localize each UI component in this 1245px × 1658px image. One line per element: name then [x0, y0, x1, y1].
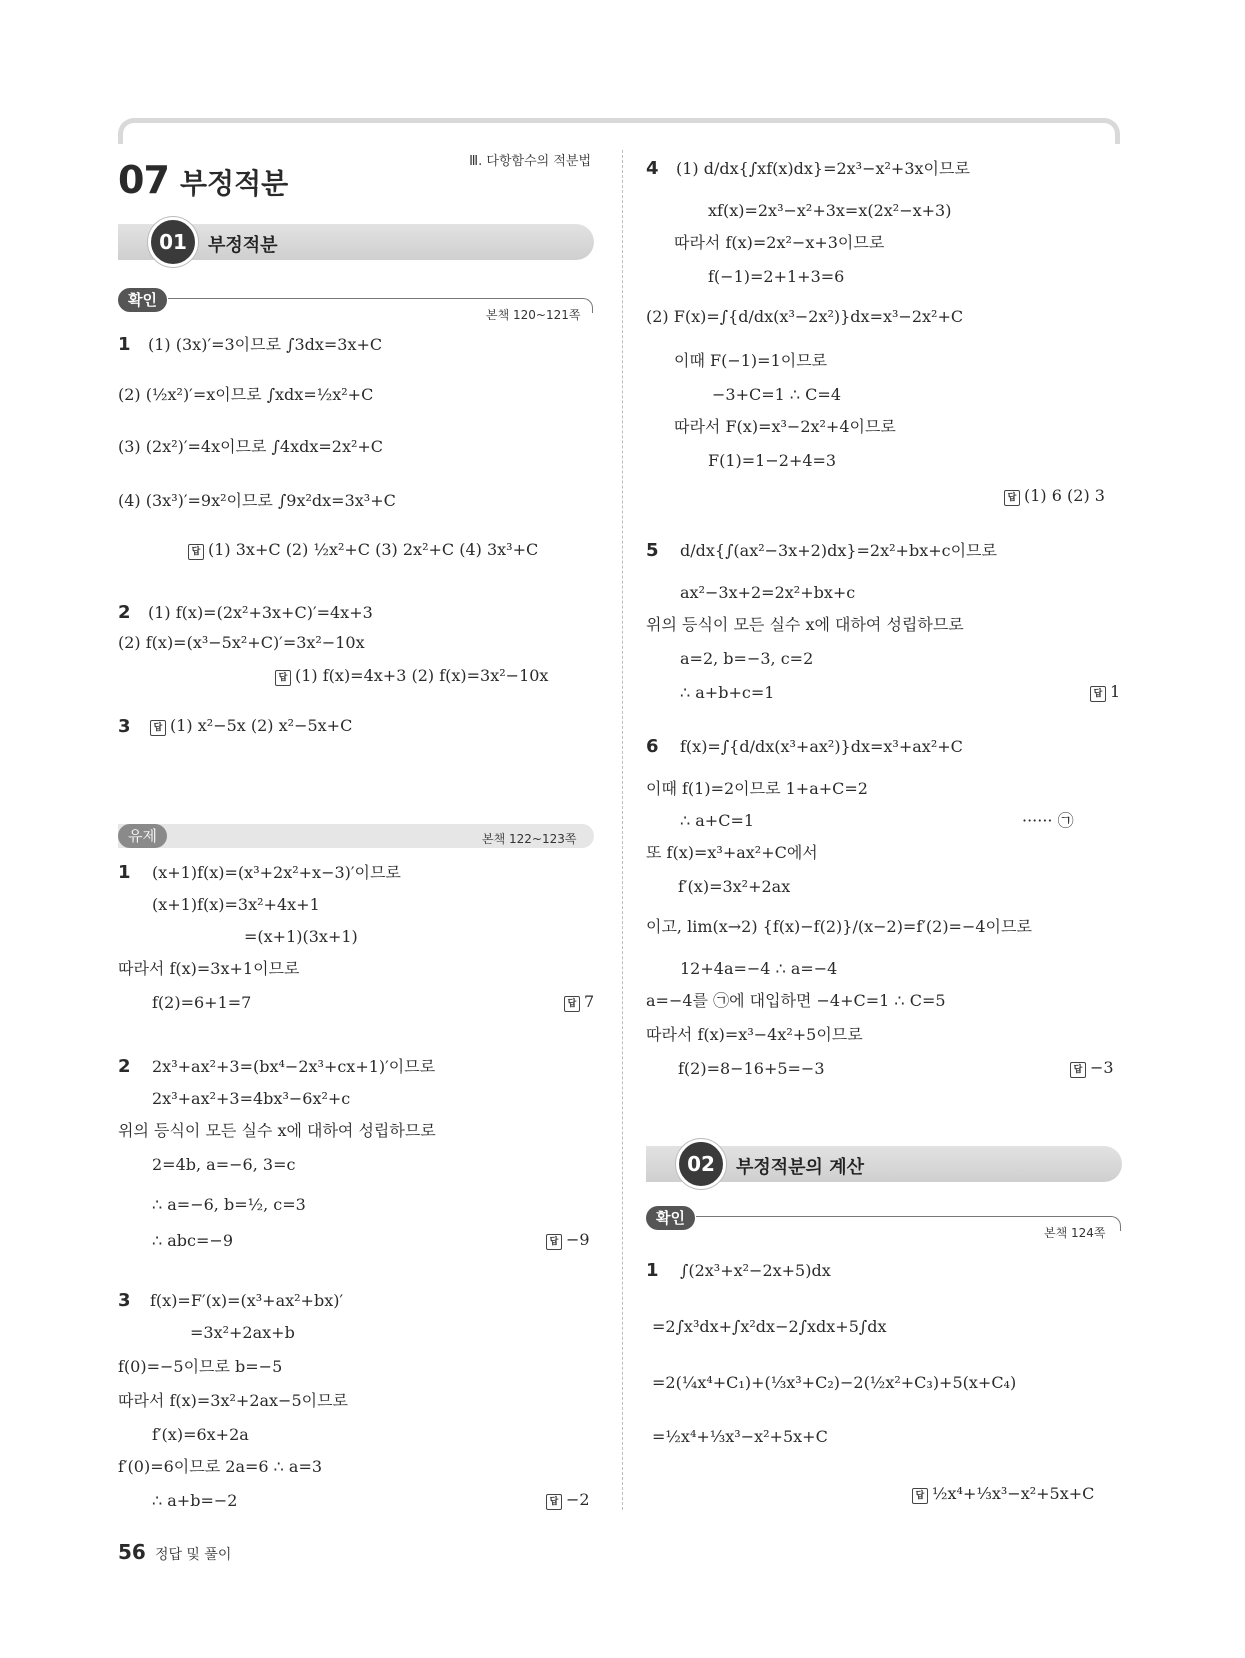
problem-2-line-1: (1) f(x)=(2x²+3x+C)′=4x+3 [148, 603, 373, 622]
example-1-line-2: (x+1)f(x)=3x²+4x+1 [152, 895, 320, 914]
example-2-number: 2 [118, 1056, 131, 1077]
example-5-answer: 답 1 [1090, 682, 1120, 702]
problem-1-line-3: (3) (2x²)′=4x이므로 ∫4xdx=2x²+C [118, 437, 384, 456]
example-6-line-4: 또 f(x)=x³+ax²+C에서 [646, 843, 818, 862]
example-2-answer: 답 −9 [546, 1230, 590, 1250]
example-6-line-3: ∴ a+C=1 [680, 811, 755, 830]
check-ref: 본책 120~121쪽 [486, 308, 581, 322]
example-6-answer: 답 −3 [1070, 1058, 1114, 1078]
page-footer [118, 1540, 231, 1564]
section-01-number: 01 [148, 217, 198, 267]
example-2-line-4: 2=4b, a=−6, 3=c [152, 1155, 296, 1174]
example-3-line-7: ∴ a+b=−2 [152, 1491, 238, 1510]
example-6-number: 6 [646, 736, 659, 757]
page-number: 56 [118, 1540, 146, 1564]
example-badge: 유제 [118, 824, 167, 848]
answer-icon: 답 [546, 1494, 562, 1510]
example-2-line-6: ∴ abc=−9 [152, 1231, 233, 1250]
check-badge-2: 확인 [646, 1206, 695, 1230]
check-badge: 확인 [118, 288, 167, 312]
example-6-line-1: f(x)=∫{d/dx(x³+ax²)}dx=x³+ax²+C [680, 737, 963, 756]
check-1-line-1: ∫(2x³+x²−2x+5)dx [680, 1261, 831, 1280]
example-1-line-4: 따라서 f(x)=3x+1이므로 [118, 959, 300, 978]
example-2-line-5: ∴ a=−6, b=½, c=3 [152, 1195, 306, 1214]
example-6-line-6: 이고, lim(x→2) {f(x)−f(2)}/(x−2)=f′(2)=−4이므로 [646, 917, 1032, 936]
example-6-line-9: 따라서 f(x)=x³−4x²+5이므로 [646, 1025, 863, 1044]
problem-3-number: 3 [118, 716, 131, 737]
example-4-line-6: 이때 F(−1)=1이므로 [674, 351, 828, 370]
unit-label: Ⅲ. 다항함수의 적분법 [469, 154, 591, 169]
example-1-answer: 답 7 [564, 992, 594, 1012]
example-ref: 본책 122~123쪽 [482, 832, 577, 846]
problem-1-answer: 답 (1) 3x+C (2) ½x²+C (3) 2x²+C (4) 3x³+C [188, 540, 538, 560]
example-3-number: 3 [118, 1290, 131, 1311]
example-4-line-7: −3+C=1 ∴ C=4 [712, 385, 841, 404]
answer-icon: 답 [1070, 1062, 1086, 1078]
answer-icon: 답 [564, 996, 580, 1012]
section-01-title: 부정적분 [208, 235, 278, 256]
chapter-number: 07 [118, 158, 169, 202]
problem-1-line-1: (1) (3x)′=3이므로 ∫3dx=3x+C [148, 335, 383, 354]
example-5-line-4: a=2, b=−3, c=2 [680, 649, 814, 668]
example-6-line-5: f′(x)=3x²+2ax [678, 877, 791, 896]
example-1-line-5: f(2)=6+1=7 [152, 993, 252, 1012]
example-5-number: 5 [646, 540, 659, 561]
problem-2-answer: 답 (1) f(x)=4x+3 (2) f(x)=3x²−10x [275, 666, 548, 686]
check-1-line-4: =½x⁴+⅓x³−x²+5x+C [652, 1427, 828, 1446]
example-4-line-8: 따라서 F(x)=x³−2x²+4이므로 [674, 417, 896, 436]
example-6-line-7: 12+4a=−4 ∴ a=−4 [680, 959, 838, 978]
chapter-title: 부정적분 [179, 167, 289, 200]
answer-icon: 답 [188, 544, 204, 560]
check-1-number: 1 [646, 1260, 659, 1281]
example-3-line-4: 따라서 f(x)=3x²+2ax−5이므로 [118, 1391, 349, 1410]
answer-icon: 답 [150, 720, 166, 736]
problem-1-number: 1 [118, 334, 131, 355]
answer-icon: 답 [546, 1234, 562, 1250]
problem-1-line-4: (4) (3x³)′=9x²이므로 ∫9x²dx=3x³+C [118, 491, 396, 510]
problem-2-line-2: (2) f(x)=(x³−5x²+C)′=3x²−10x [118, 633, 365, 652]
section-01-bar [118, 224, 594, 260]
example-3-line-3: f(0)=−5이므로 b=−5 [118, 1357, 283, 1376]
example-2-line-2: 2x³+ax²+3=4bx³−6x²+c [152, 1089, 351, 1108]
footer-text: 정답 및 풀이 [154, 1547, 232, 1563]
problem-3-answer: 답 (1) x²−5x (2) x²−5x+C [150, 716, 352, 736]
example-3-line-2: =3x²+2ax+b [190, 1323, 295, 1342]
answer-icon: 답 [912, 1488, 928, 1504]
answer-icon: 답 [1090, 686, 1106, 702]
example-5-line-1: d/dx{∫(ax²−3x+2)dx}=2x²+bx+c이므로 [680, 541, 997, 560]
example-1-number: 1 [118, 862, 131, 883]
check-1-line-2: =2∫x³dx+∫x²dx−2∫xdx+5∫dx [652, 1317, 887, 1336]
example-4-line-9: F(1)=1−2+4=3 [708, 451, 837, 470]
top-border [118, 118, 1120, 144]
section-02-number: 02 [676, 1139, 726, 1189]
example-3-answer: 답 −2 [546, 1490, 590, 1510]
example-5-line-2: ax²−3x+2=2x²+bx+c [680, 583, 856, 602]
answer-icon: 답 [275, 670, 291, 686]
example-1-line-1: (x+1)f(x)=(x³+2x²+x−3)′이므로 [152, 863, 401, 882]
example-3-line-1: f(x)=F′(x)=(x³+ax²+bx)′ [150, 1291, 344, 1310]
check-1-answer: 답 ½x⁴+⅓x³−x²+5x+C [912, 1484, 1094, 1504]
example-4-answer: 답 (1) 6 (2) 3 [1004, 486, 1105, 506]
example-4-line-5: (2) F(x)=∫{d/dx(x³−2x²)}dx=x³−2x²+C [646, 307, 964, 326]
example-4-line-4: f(−1)=2+1+3=6 [708, 267, 845, 286]
problem-1-line-2: (2) (½x²)′=x이므로 ∫xdx=½x²+C [118, 385, 374, 404]
example-5-line-5: ∴ a+b+c=1 [680, 683, 775, 702]
example-4-line-1: (1) d/dx{∫xf(x)dx}=2x³−x²+3x이므로 [676, 159, 970, 178]
example-2-line-3: 위의 등식이 모든 실수 x에 대하여 성립하므로 [118, 1121, 436, 1140]
check-ref-2: 본책 124쪽 [1044, 1226, 1106, 1240]
example-3-line-5: f′(x)=6x+2a [152, 1425, 249, 1444]
problem-2-number: 2 [118, 602, 131, 623]
example-4-line-3: 따라서 f(x)=2x²−x+3이므로 [674, 233, 885, 252]
section-02-bar [646, 1146, 1122, 1182]
example-5-line-3: 위의 등식이 모든 실수 x에 대하여 성립하므로 [646, 615, 964, 634]
example-4-number: 4 [646, 158, 659, 179]
check-1-line-3: =2(¼x⁴+C₁)+(⅓x³+C₂)−2(½x²+C₃)+5(x+C₄) [652, 1373, 1017, 1392]
section-02-title: 부정적분의 계산 [736, 1157, 864, 1178]
example-6-line-8: a=−4를 ㉠에 대입하면 −4+C=1 ∴ C=5 [646, 991, 946, 1010]
answer-icon: 답 [1004, 490, 1020, 506]
example-6-line-10: f(2)=8−16+5=−3 [678, 1059, 825, 1078]
example-2-line-1: 2x³+ax²+3=(bx⁴−2x³+cx+1)′이므로 [152, 1057, 436, 1076]
column-divider [622, 150, 623, 1510]
chapter-heading [118, 158, 288, 202]
example-6-line-2: 이때 f(1)=2이므로 1+a+C=2 [646, 779, 868, 798]
example-3-line-6: f′(0)=6이므로 2a=6 ∴ a=3 [118, 1457, 323, 1476]
example-1-line-3: =(x+1)(3x+1) [244, 927, 358, 946]
example-4-line-2: xf(x)=2x³−x²+3x=x(2x²−x+3) [708, 201, 952, 220]
example-6-line-3b: ······ ㉠ [1022, 811, 1074, 830]
